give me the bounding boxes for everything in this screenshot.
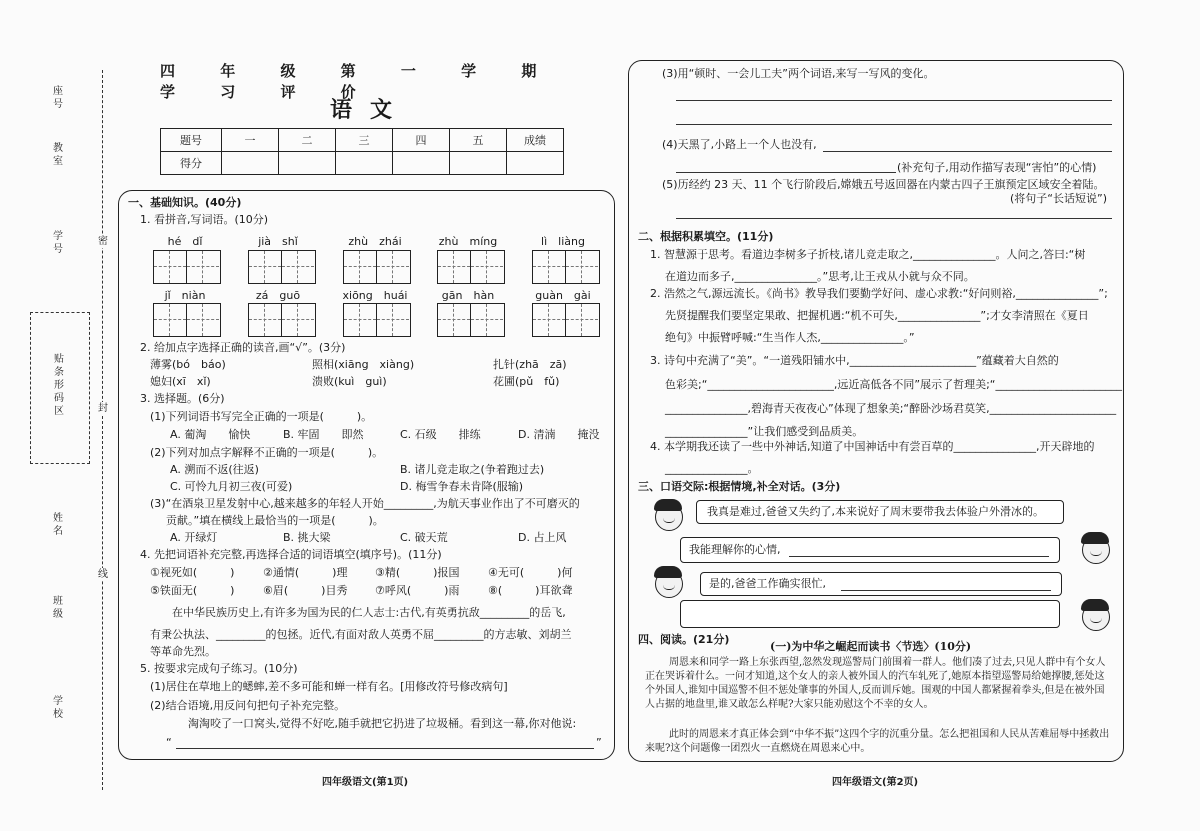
s2-item: 色彩美;“_______________________,远近高低各不同”展示了哲理美;“_______________________ xyxy=(665,378,1123,391)
score-cell: 五 xyxy=(450,129,507,152)
score-input-cell[interactable] xyxy=(222,152,279,175)
q3-3-stem-cont: 贡献。”填在横线上最恰当的一项是( )。 xyxy=(166,514,384,527)
s2-item: _______________,碧海青天夜夜心”体现了想象美;“醉卧沙场君莫笑,_______________________ xyxy=(665,402,1117,415)
class-label: 班级 xyxy=(53,596,63,620)
score-table xyxy=(160,128,564,175)
s2-item: _______________。 xyxy=(665,462,759,475)
q4-idiom[interactable]: ⑥眉( )目秀 xyxy=(263,584,348,597)
s2-item: 先贤提醒我们要坚定果敢、把握机遇:“机不可失,_______________”;才女李清照在《夏日 xyxy=(665,309,1089,322)
score-cell: 得分 xyxy=(161,152,222,175)
reading-paragraph: 此时的周恩来才真正体会到“中华不振”这四个字的沉重分量。怎么把祖国和人民从苦难屈辱中拯救出来呢?这个问题像一团烈火一直燃烧在周恩来心中。 xyxy=(645,729,1110,754)
q2-item[interactable]: 溃败(kuì guì) xyxy=(312,375,387,388)
section2-title: 二、根据积累填空。(11分) xyxy=(638,230,774,243)
q2-item[interactable]: 扎针(zhā zā) xyxy=(493,358,567,371)
q1-title: 1. 看拼音,写词语。(10分) xyxy=(140,213,269,226)
q2-item[interactable]: 花圃(pǔ fǔ) xyxy=(493,375,560,388)
answer-line[interactable] xyxy=(676,124,1112,125)
score-cell: 一 xyxy=(222,129,279,152)
score-table-row xyxy=(161,129,564,152)
q3-option[interactable]: B. 牢固 即然 xyxy=(283,428,364,441)
q5-2-open-quote: “ xyxy=(166,736,172,749)
writing-grid-box[interactable] xyxy=(343,250,411,284)
q5-2-context: 淘淘咬了一口窝头,觉得不好吃,随手就把它扔进了垃圾桶。看到这一幕,你对他说: xyxy=(188,717,577,730)
score-cell: 二 xyxy=(279,129,336,152)
q2-item[interactable]: 薄雾(bó báo) xyxy=(150,358,226,371)
answer-line[interactable] xyxy=(823,151,1112,152)
q3-3-stem: (3)“在酒泉卫星发射中心,越来越多的年轻人开始_________,为航天事业作出了不可磨灭的 xyxy=(150,497,580,510)
pinyin-label: zá guō xyxy=(255,289,301,302)
name-label: 姓名 xyxy=(53,513,63,537)
q5-5-hint: (将句子“长话短说”) xyxy=(1010,192,1107,205)
pinyin-label: zhù míng xyxy=(438,235,498,248)
s2-item: 绝句》中振臂呼喊:“生当作人杰,_______________。” xyxy=(665,331,915,344)
q4-idiom[interactable]: ⑦呼风( )雨 xyxy=(375,584,460,597)
q4-title: 4. 先把词语补充完整,再选择合适的词语填空(填序号)。(11分) xyxy=(140,548,442,561)
boy-avatar-icon xyxy=(1082,603,1110,631)
q4-paragraph: 有秉公执法、_________的包拯。近代,有面对敌人英勇不屈_________的方志敏、刘胡兰 xyxy=(150,628,572,641)
writing-grid-box[interactable] xyxy=(437,250,505,284)
q5-title: 5. 按要求完成句子练习。(10分) xyxy=(140,662,298,675)
pinyin-label: guàn gài xyxy=(535,289,591,302)
subject-title: 语文 xyxy=(330,97,411,123)
q4-idiom[interactable]: ①视死如( ) xyxy=(150,566,235,579)
dialog-text: 我真是难过,爸爸又失约了,本来说好了周末要带我去体验户外滑冰的。 xyxy=(707,505,1044,518)
s2-item: 1. 智慧源于思考。看道边李树多子折枝,诸儿竞走取之,_______________。人问之,答曰:“树 xyxy=(650,248,1086,261)
q5-4-stem: (4)天黑了,小路上一个人也没有, xyxy=(662,138,817,151)
barcode-area xyxy=(30,312,90,464)
answer-line[interactable] xyxy=(676,100,1112,101)
page1-footer: 四年级语文(第1页) xyxy=(322,777,409,788)
s2-item: 3. 诗句中充满了“美”。“一道残阳铺水中,_______________________”蕴藏着大自然的 xyxy=(650,354,1059,367)
dialog-answer-line[interactable] xyxy=(789,556,1049,557)
q2-title: 2. 给加点字选择正确的读音,画“√”。(3分) xyxy=(140,341,346,354)
score-input-cell[interactable] xyxy=(450,152,507,175)
q4-idiom[interactable]: ③精( )报国 xyxy=(375,566,460,579)
q3-option[interactable]: C. 石级 排练 xyxy=(400,428,481,441)
school-label: 学校 xyxy=(53,696,63,720)
q5-1-stem: (1)居住在草地上的蟋蟀,差不多可能和蝉一样有名。[用修改符号修改病句] xyxy=(150,680,508,693)
dialog-bubble[interactable] xyxy=(680,537,1060,563)
pinyin-label: jǐ niàn xyxy=(164,289,206,302)
q5-3-stem: (3)用“顿时、一会儿工夫”两个词语,来写一写风的变化。 xyxy=(662,67,935,80)
seal-char-xian: 线 xyxy=(95,568,111,581)
q3-option[interactable]: C. 可怜九月初三夜(可爱) xyxy=(170,480,293,493)
q5-5-stem: (5)历经约 23 天、11 个飞行阶段后,嫦娥五号返回器在内蒙古四子王旗预定区域安全着陆。 xyxy=(662,178,1105,191)
writing-grid-box[interactable] xyxy=(153,303,221,337)
girl-avatar-icon xyxy=(655,503,683,531)
pinyin-label: jià shǐ xyxy=(258,235,298,248)
classroom-label: 教室 xyxy=(53,143,63,167)
s2-item: 4. 本学期我还读了一些中外神话,知道了中国神话中有尝百草的_______________,开天辟地的 xyxy=(650,440,1095,453)
pinyin-label: gān hàn xyxy=(441,289,495,302)
reading-paragraph: 周恩来和同学一路上东张西望,忽然发现巡警局门前围着一群人。他们凑了过去,只见人群中有个女人正在哭诉着什么。一问才知道,这个女人的亲人被外国人的汽车轧死了,她原本指望巡警局给她撑腰,惩处这个外国人,谁知中国巡警不但不惩处肇事的外国人,反而训斥她。围观的中国人都紧握着拳头,但是在被外国人占据的地盘里,谁又敢怎么样呢?大家只能劝慰这个不幸的女人。 xyxy=(645,657,1106,710)
seal-char-mi: 密 xyxy=(95,235,111,248)
boy-avatar-icon xyxy=(1082,536,1110,564)
q3-option[interactable]: A. 开绿灯 xyxy=(170,531,218,544)
seal-char-feng: 封 xyxy=(95,402,111,415)
writing-grid-box[interactable] xyxy=(343,303,411,337)
q5-2-close-quote: ” xyxy=(596,736,602,749)
q4-paragraph: 在中华民族历史上,有许多为国为民的仁人志士:古代,有英勇抗敌_________的岳飞, xyxy=(172,606,566,619)
score-table-row xyxy=(161,152,564,175)
seat-number-label: 座号 xyxy=(53,86,63,110)
section1-title: 一、基础知识。(40分) xyxy=(128,196,242,209)
q3-option[interactable]: B. 诸儿竞走取之(争着跑过去) xyxy=(400,463,545,476)
pinyin-label: hé dǐ xyxy=(167,235,203,248)
dialog-text: 是的,爸爸工作确实很忙, xyxy=(709,577,826,590)
q4-idiom[interactable]: ②通情( )理 xyxy=(263,566,348,579)
score-cell: 三 xyxy=(336,129,393,152)
dialog-text: 我能理解你的心情, xyxy=(689,543,781,556)
writing-grid-box[interactable] xyxy=(153,250,221,284)
pinyin-label: zhù zhái xyxy=(348,235,402,248)
score-cell: 四 xyxy=(393,129,450,152)
section4-title: 四、阅读。(21分) xyxy=(638,633,730,646)
q4-paragraph: 等革命先烈。 xyxy=(150,645,216,658)
score-cell: 题号 xyxy=(161,129,222,152)
writing-grid-box[interactable] xyxy=(532,250,600,284)
answer-line[interactable] xyxy=(676,218,1112,219)
score-input-cell[interactable] xyxy=(507,152,564,175)
q3-option[interactable]: D. 梅雪争春未肯降(服输) xyxy=(400,480,524,493)
writing-grid-box[interactable] xyxy=(248,250,316,284)
q3-option[interactable]: A. 溯而不返(往返) xyxy=(170,463,259,476)
barcode-label: 贴条形码区 xyxy=(54,354,64,417)
score-input-cell[interactable] xyxy=(279,152,336,175)
q4-idiom[interactable]: ⑧( )耳欲聋 xyxy=(488,584,573,597)
score-input-cell[interactable] xyxy=(393,152,450,175)
q3-2-stem: (2)下列对加点字解释不正确的一项是( )。 xyxy=(150,446,384,459)
s2-item: 2. 浩然之气,源远流长。《尚书》教导我们要勤学好问、虚心求教:“好问则裕,_______________”; xyxy=(650,287,1108,300)
pinyin-label: xiōng huái xyxy=(342,289,408,302)
dialog-bubble[interactable] xyxy=(700,572,1062,596)
s2-item: _______________”让我们感受到品质美。 xyxy=(665,425,864,438)
pinyin-label: lì liàng xyxy=(541,235,585,248)
girl-avatar-icon xyxy=(655,570,683,598)
dialog-bubble xyxy=(696,500,1064,524)
writing-grid-box[interactable] xyxy=(248,303,316,337)
q3-title: 3. 选择题。(6分) xyxy=(140,392,225,405)
writing-grid-box[interactable] xyxy=(437,303,505,337)
exam-title: 四 年 级 第 一 学 期 学 习 评 价 xyxy=(160,62,557,101)
q3-option[interactable]: B. 挑大梁 xyxy=(283,531,331,544)
q3-option[interactable]: D. 占上风 xyxy=(518,531,567,544)
reading-title: (一)为中华之崛起而读书〈节选〉(10分) xyxy=(770,640,972,653)
q3-option[interactable]: D. 清湳 掩没 xyxy=(518,428,600,441)
score-input-cell[interactable] xyxy=(336,152,393,175)
page2-footer: 四年级语文(第2页) xyxy=(832,777,919,788)
student-number-label: 学号 xyxy=(53,231,63,255)
q3-option[interactable]: A. 葡淘 愉快 xyxy=(170,428,251,441)
q3-option[interactable]: C. 破天荒 xyxy=(400,531,448,544)
q5-4-hint: (补充句子,用动作描写表现“害怕”的心情) xyxy=(897,161,1097,174)
answer-line[interactable] xyxy=(676,172,896,173)
q4-idiom[interactable]: ④无可( )何 xyxy=(488,566,573,579)
score-cell: 成绩 xyxy=(507,129,564,152)
dialog-answer-line[interactable] xyxy=(841,590,1051,591)
q5-2-answer-line[interactable] xyxy=(176,748,594,749)
section3-title: 三、口语交际:根据情境,补全对话。(3分) xyxy=(638,480,841,493)
q3-1-stem: (1)下列词语书写完全正确的一项是( )。 xyxy=(150,410,373,423)
s2-item: 在道边而多子,_______________。”思考,让王戎从小就与众不同。 xyxy=(665,270,975,283)
dialog-bubble[interactable] xyxy=(680,600,1060,628)
q5-2-stem: (2)结合语境,用反问句把句子补充完整。 xyxy=(150,699,346,712)
writing-grid-box[interactable] xyxy=(532,303,600,337)
q2-item[interactable]: 照相(xiāng xiàng) xyxy=(312,358,415,371)
q4-idiom[interactable]: ⑤铁面无( ) xyxy=(150,584,235,597)
q2-item[interactable]: 媳妇(xī xǐ) xyxy=(150,375,211,388)
seal-dashed-line xyxy=(102,70,103,790)
